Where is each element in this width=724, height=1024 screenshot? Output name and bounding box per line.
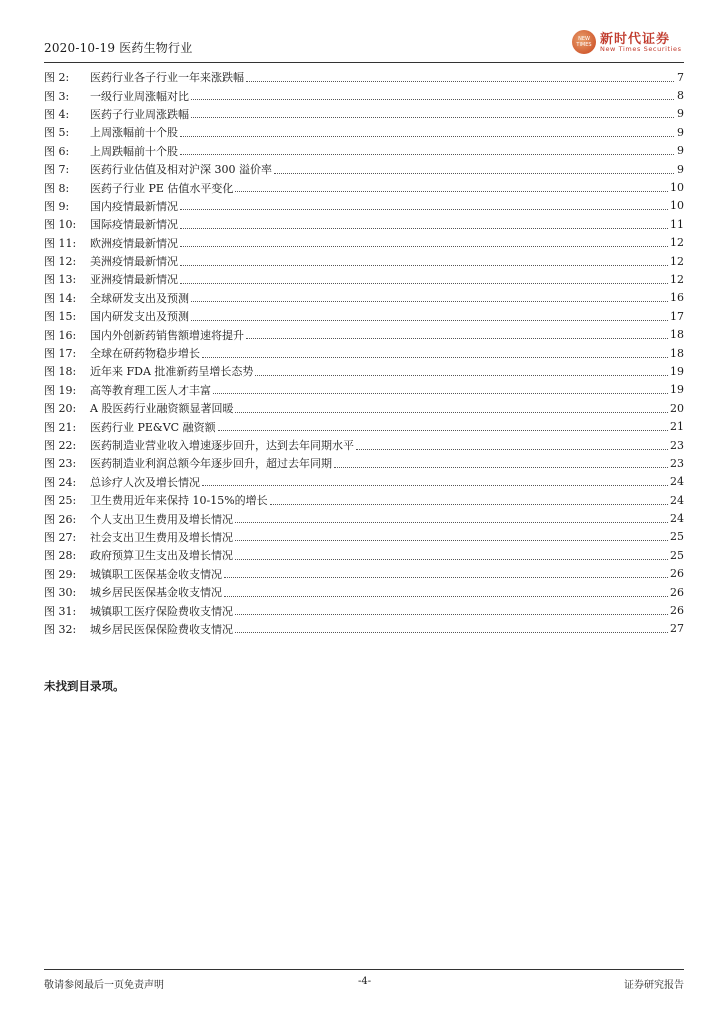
toc-entry-number: 图 9: <box>44 199 70 213</box>
toc-entry-title: 近年来 FDA 批准新药呈增长态势 <box>90 365 254 379</box>
toc-entry-title: 医药行业估值及相对沪深 300 溢价率 <box>90 163 272 177</box>
toc-entry-number: 图 2: <box>44 71 70 85</box>
toc-entry[interactable] <box>44 565 684 583</box>
toc-entry-title: 国际疫情最新情况 <box>90 218 178 232</box>
logo-emblem-icon: NEW TIMES <box>572 30 596 54</box>
toc-entry-title: 医药制造业利润总额今年逐步回升，超过去年同期 <box>90 457 332 471</box>
toc-dot-leader <box>255 375 668 376</box>
toc-entry-page: 18 <box>670 346 684 360</box>
toc-entry-number: 图 8: <box>44 181 70 195</box>
toc-entry-number: 图 12: <box>44 255 77 269</box>
toc-entry[interactable] <box>44 252 684 270</box>
toc-dot-leader <box>356 449 668 450</box>
toc-dot-leader <box>191 99 674 100</box>
toc-entry-number: 图 25: <box>44 494 77 508</box>
toc-not-found-notice: 未找到目录项。 <box>44 679 125 693</box>
toc-entry-title: 城乡居民医保保险费收支情况 <box>90 622 233 636</box>
toc-entry[interactable] <box>44 473 684 491</box>
toc-entry-page: 24 <box>670 512 684 526</box>
toc-dot-leader <box>191 117 674 118</box>
toc-entry[interactable] <box>44 289 684 307</box>
toc-entry-page: 26 <box>670 567 684 581</box>
toc-entry-page: 12 <box>670 272 684 286</box>
toc-entry-title: 一级行业周涨幅对比 <box>90 89 189 103</box>
toc-entry-title: 国内外创新药销售额增速将提升 <box>90 328 244 342</box>
toc-entry-number: 图 19: <box>44 383 77 397</box>
toc-entry[interactable] <box>44 215 684 233</box>
toc-entry-number: 图 18: <box>44 365 77 379</box>
toc-entry-number: 图 22: <box>44 439 77 452</box>
toc-entry-page: 9 <box>677 162 684 176</box>
toc-entry-page: 25 <box>670 530 684 544</box>
toc-entry-number: 图 13: <box>44 273 77 287</box>
logo-chinese-name: 新时代证券 <box>600 32 671 47</box>
toc-entry-number: 图 28: <box>44 549 77 563</box>
toc-dot-leader <box>334 467 668 468</box>
toc-dot-leader <box>180 265 668 266</box>
toc-entry-title: 国内疫情最新情况 <box>90 199 178 213</box>
toc-entry-page: 8 <box>677 89 684 103</box>
toc-entry-title: 上周跌幅前十个股 <box>90 144 178 158</box>
toc-entry-page: 18 <box>670 328 684 342</box>
toc-entry-number: 图 32: <box>44 622 77 636</box>
toc-entry-title: 亚洲疫情最新情况 <box>90 273 178 287</box>
toc-entry[interactable] <box>44 546 684 564</box>
toc-entry-number: 图 20: <box>44 402 77 416</box>
toc-entry[interactable] <box>44 509 684 527</box>
toc-entry[interactable] <box>44 325 684 343</box>
toc-dot-leader <box>180 246 668 247</box>
toc-entry-title: 城镇职工医疗保险费收支情况 <box>90 604 233 618</box>
toc-dot-leader <box>202 357 668 358</box>
toc-entry-number: 图 29: <box>44 567 77 581</box>
footer-report-type: 证券研究报告 <box>624 980 684 991</box>
toc-entry[interactable] <box>44 142 684 160</box>
toc-dot-leader <box>274 173 674 174</box>
toc-entry-page: 20 <box>670 401 684 415</box>
toc-entry-title: 全球研发支出及预测 <box>90 291 189 305</box>
toc-entry-title: 上周涨幅前十个股 <box>90 126 178 140</box>
toc-entry-page: 24 <box>670 493 684 507</box>
toc-entry-page: 9 <box>677 107 684 121</box>
toc-entry[interactable] <box>44 620 684 638</box>
toc-entry-number: 图 4: <box>44 107 70 121</box>
toc-dot-leader <box>235 614 668 615</box>
footer-page-number: -4- <box>358 976 372 987</box>
toc-dot-leader <box>180 283 668 284</box>
toc-entry-title: 医药子行业 PE 估值水平变化 <box>90 181 234 195</box>
toc-dot-leader <box>180 154 674 155</box>
toc-entry-title: 个人支出卫生费用及增长情况 <box>90 512 233 526</box>
toc-entry[interactable] <box>44 399 684 417</box>
toc-entry-number: 图 26: <box>44 512 77 526</box>
header-date-industry: 2020-10-19 医药生物行业 <box>44 41 193 55</box>
toc-entry[interactable] <box>44 234 684 252</box>
figure-table-of-contents <box>44 68 684 638</box>
toc-entry-number: 图 17: <box>44 347 77 361</box>
toc-dot-leader <box>270 504 668 505</box>
toc-dot-leader <box>213 393 668 394</box>
toc-entry-title: 社会支出卫生费用及增长情况 <box>90 530 233 544</box>
toc-entry-title: 卫生费用近年来保持 10-15%的增长 <box>90 494 268 508</box>
toc-entry-number: 图 23: <box>44 457 77 471</box>
toc-entry-number: 图 16: <box>44 328 77 342</box>
toc-entry[interactable] <box>44 491 684 509</box>
toc-dot-leader <box>235 522 668 523</box>
company-logo <box>572 28 684 58</box>
toc-entry-page: 26 <box>670 604 684 618</box>
toc-dot-leader <box>246 338 668 339</box>
toc-entry[interactable] <box>44 307 684 325</box>
toc-entry[interactable] <box>44 583 684 601</box>
toc-entry-title: 政府预算卫生支出及增长情况 <box>90 549 233 563</box>
toc-dot-leader <box>224 596 668 597</box>
toc-entry-number: 图 10: <box>44 218 77 232</box>
toc-entry-page: 19 <box>670 383 684 397</box>
toc-entry[interactable] <box>44 270 684 288</box>
toc-dot-leader <box>180 209 668 210</box>
toc-entry-number: 图 27: <box>44 530 77 544</box>
toc-entry-number: 图 30: <box>44 586 77 600</box>
toc-entry[interactable] <box>44 362 684 380</box>
toc-entry-number: 图 7: <box>44 163 70 177</box>
toc-entry[interactable] <box>44 160 684 178</box>
toc-dot-leader <box>180 136 674 137</box>
toc-entry-page: 23 <box>670 456 684 470</box>
toc-entry-title: 医药行业各子行业一年来涨跌幅 <box>90 71 244 85</box>
toc-entry[interactable] <box>44 436 684 454</box>
toc-entry-page: 10 <box>670 181 684 195</box>
toc-entry-page: 7 <box>677 70 684 84</box>
toc-entry-title: 美洲疫情最新情况 <box>90 255 178 269</box>
footer-disclaimer: 敬请参阅最后一页免责声明 <box>44 980 164 991</box>
toc-entry-page: 12 <box>670 254 684 268</box>
toc-dot-leader <box>180 228 668 229</box>
toc-entry[interactable] <box>44 454 684 472</box>
toc-entry-page: 9 <box>677 125 684 139</box>
toc-entry-title: 医药制造业营业收入增速逐步回升，达到去年同期水平 <box>90 439 354 452</box>
toc-entry[interactable] <box>44 86 684 104</box>
toc-entry-number: 图 11: <box>44 236 77 250</box>
toc-dot-leader <box>224 577 668 578</box>
toc-dot-leader <box>191 320 668 321</box>
toc-entry-number: 图 3: <box>44 89 70 103</box>
toc-entry-number: 图 14: <box>44 291 77 305</box>
toc-entry[interactable] <box>44 197 684 215</box>
toc-entry-title: 全球在研药物稳步增长 <box>90 347 200 361</box>
toc-entry-title: 欧洲疫情最新情况 <box>90 236 178 250</box>
toc-entry-number: 图 15: <box>44 310 77 324</box>
toc-dot-leader <box>246 81 674 82</box>
toc-dot-leader <box>235 540 668 541</box>
page-footer <box>44 969 684 990</box>
page-header <box>44 30 684 63</box>
toc-entry-number: 图 31: <box>44 604 77 618</box>
toc-entry-title: 医药子行业周涨跌幅 <box>90 107 189 121</box>
toc-entry-title: 城镇职工医保基金收支情况 <box>90 567 222 581</box>
toc-entry-page: 21 <box>670 420 684 434</box>
toc-entry-page: 16 <box>670 291 684 305</box>
toc-entry[interactable] <box>44 105 684 123</box>
toc-entry[interactable] <box>44 344 684 362</box>
toc-entry[interactable] <box>44 68 684 86</box>
toc-entry-page: 10 <box>670 199 684 213</box>
toc-entry-number: 图 21: <box>44 420 77 434</box>
toc-entry[interactable] <box>44 417 684 435</box>
toc-entry-title: A 股医药行业融资额显著回暖 <box>90 402 234 416</box>
toc-entry-title: 总诊疗人次及增长情况 <box>90 475 200 489</box>
toc-dot-leader <box>235 632 668 633</box>
toc-dot-leader <box>202 485 668 486</box>
toc-entry[interactable] <box>44 601 684 619</box>
toc-dot-leader <box>235 412 668 413</box>
toc-dot-leader <box>235 191 668 192</box>
toc-entry[interactable] <box>44 123 684 141</box>
toc-entry[interactable] <box>44 528 684 546</box>
toc-entry-number: 图 24: <box>44 475 77 489</box>
toc-dot-leader <box>235 559 668 560</box>
toc-entry-page: 25 <box>670 548 684 562</box>
toc-dot-leader <box>218 430 668 431</box>
toc-entry-number: 图 5: <box>44 126 70 140</box>
toc-entry-number: 图 6: <box>44 144 70 158</box>
toc-dot-leader <box>191 301 668 302</box>
toc-entry-page: 9 <box>677 144 684 158</box>
toc-entry[interactable] <box>44 178 684 196</box>
toc-entry-page: 23 <box>670 438 684 452</box>
toc-entry-page: 26 <box>670 585 684 599</box>
toc-entry-title: 高等教育理工医人才丰富 <box>90 383 211 397</box>
logo-english-name: New Times Securities <box>600 45 682 53</box>
toc-entry-page: 11 <box>670 217 684 231</box>
toc-entry-page: 19 <box>670 364 684 378</box>
toc-entry[interactable] <box>44 381 684 399</box>
toc-entry-page: 12 <box>670 236 684 250</box>
toc-entry-title: 城乡居民医保基金收支情况 <box>90 586 222 600</box>
toc-entry-title: 国内研发支出及预测 <box>90 310 189 324</box>
toc-entry-title: 医药行业 PE&VC 融资额 <box>90 420 216 434</box>
toc-entry-page: 24 <box>670 475 684 489</box>
toc-entry-page: 17 <box>670 309 684 323</box>
toc-entry-page: 27 <box>670 622 684 636</box>
